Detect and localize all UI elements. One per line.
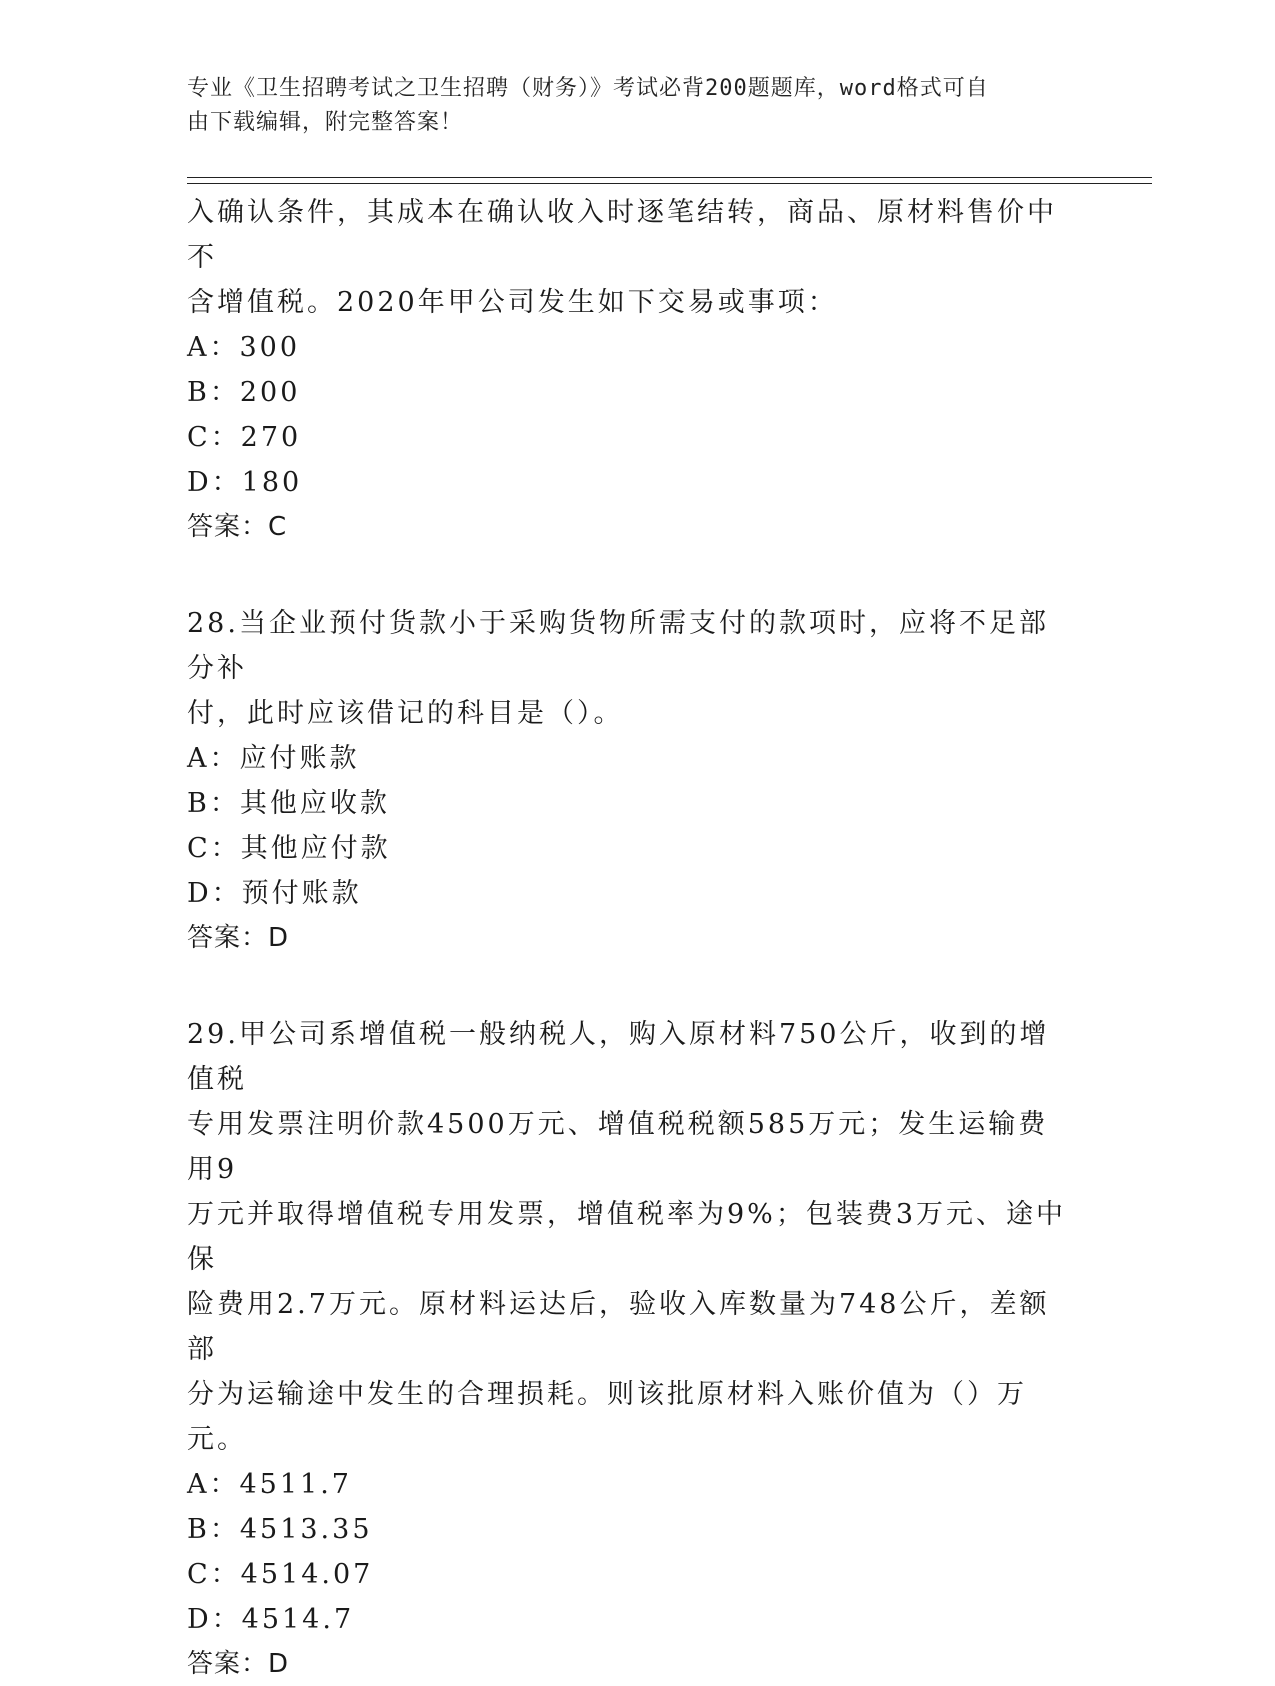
option-d: D：预付账款: [187, 878, 362, 909]
question-text-line: 含增值税。2020年甲公司发生如下交易或事项：: [187, 287, 838, 318]
question-27: [187, 190, 1077, 549]
header-line-2: 由下载编辑，附完整答案！: [187, 110, 464, 135]
answer: 答案：C: [187, 512, 288, 542]
header-rule-top: [187, 177, 1152, 178]
header-rule-bottom: [187, 183, 1152, 184]
question-text-line: 分为运输途中发生的合理损耗。则该批原材料入账价值为（）万元。: [187, 1379, 1027, 1455]
option-a: A：应付账款: [187, 743, 360, 774]
option-b: B：200: [187, 377, 301, 408]
document-header: [187, 72, 1067, 140]
option-c: C：其他应付款: [187, 833, 391, 864]
answer: 答案：D: [187, 1649, 290, 1679]
option-a: A：4511.7: [187, 1469, 352, 1500]
question-text-line: 入确认条件，其成本在确认收入时逐笔结转，商品、原材料售价中不: [187, 197, 1057, 273]
question-text-line: 28.当企业预付货款小于采购货物所需支付的款项时，应将不足部分补: [187, 608, 1049, 684]
question-text-line: 专用发票注明价款4500万元、增值税税额585万元；发生运输费用9: [187, 1109, 1049, 1185]
option-c: C：270: [187, 422, 302, 453]
question-29: [187, 1012, 1077, 1686]
question-text-line: 万元并取得增值税专用发票，增值税率为9%；包装费3万元、途中保: [187, 1199, 1067, 1275]
question-28: [187, 601, 1077, 960]
option-d: D：180: [187, 467, 303, 498]
document-body: [187, 190, 1077, 1686]
question-text-line: 险费用2.7万元。原材料运达后，验收入库数量为748公斤，差额部: [187, 1289, 1050, 1365]
option-a: A：300: [187, 332, 301, 363]
question-text-line: 29.甲公司系增值税一般纳税人，购入原材料750公斤，收到的增值税: [187, 1019, 1050, 1095]
header-line-1: 专业《卫生招聘考试之卫生招聘（财务）》考试必背200题题库，word格式可自: [187, 76, 989, 101]
question-text-line: 付，此时应该借记的科目是（）。: [187, 698, 624, 729]
option-b: B：4513.35: [187, 1514, 373, 1545]
option-d: D：4514.7: [187, 1604, 355, 1635]
answer: 答案：D: [187, 923, 290, 953]
option-c: C：4514.07: [187, 1559, 374, 1590]
option-b: B：其他应收款: [187, 788, 390, 819]
